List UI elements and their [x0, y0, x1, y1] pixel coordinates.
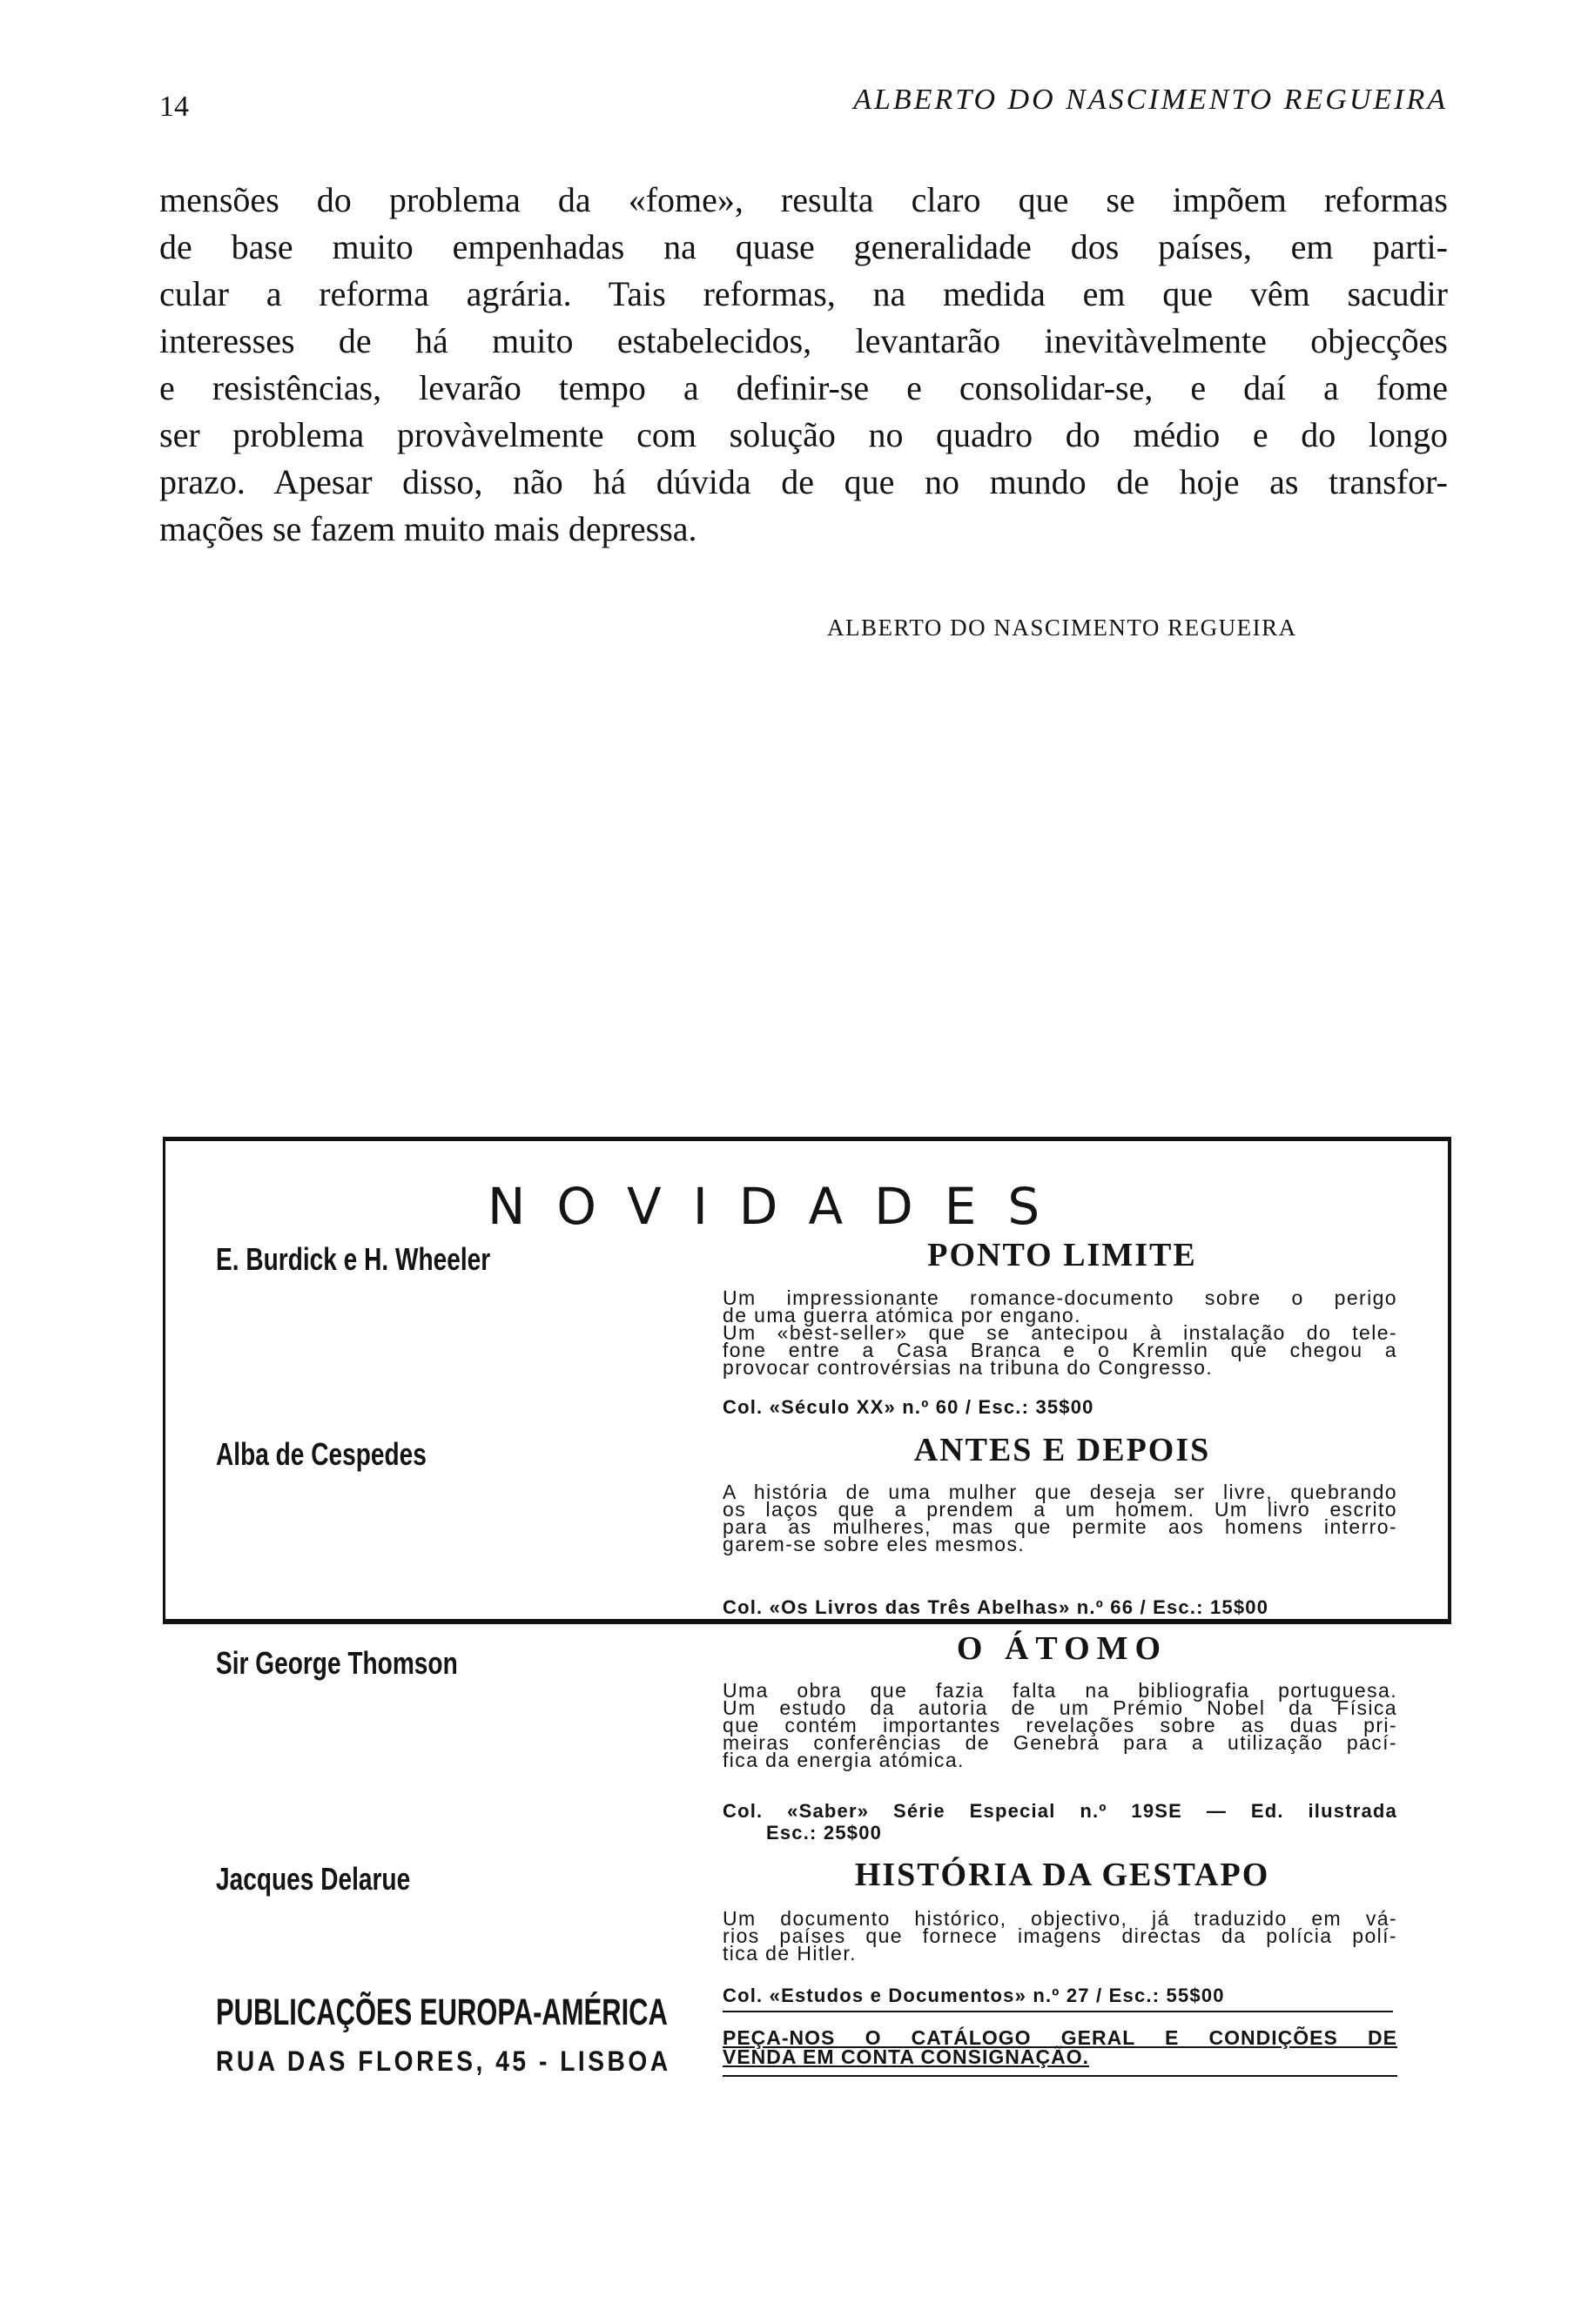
book-description — [723, 1907, 1397, 1965]
book-author: Alba de Cespedes — [216, 1436, 427, 1472]
description-line: para as mulheres, mas que permite aos homens interro- — [723, 1515, 1397, 1538]
book-collection: Col. «Estudos e Documentos» n.º 27 / Esc.: 55$00 — [723, 1985, 1225, 2006]
description-line: fone entre a Casa Branca e o Kremlin que chegou a — [723, 1339, 1397, 1361]
divider-rule — [723, 2075, 1397, 2077]
body-text-line: e resistências, levarão tempo a definir-se e consolidar-se, e daí a fome — [159, 368, 1448, 407]
author-signature: ALBERTO DO NASCIMENTO REGUEIRA — [827, 615, 1297, 641]
page-number: 14 — [159, 91, 189, 123]
book-title: PONTO LIMITE — [927, 1237, 1197, 1273]
description-line: tica de Hitler. — [723, 1942, 857, 1965]
publisher-name: PUBLICAÇÕES EUROPA-AMÉRICA — [216, 1992, 668, 2033]
book-author: Sir George Thomson — [216, 1645, 458, 1681]
description-line: Um «best-seller» que se antecipou à instalação do tele- — [723, 1321, 1397, 1344]
body-text-line: prazo. Apesar disso, não há dúvida de que no mundo de hoje as transfor- — [159, 462, 1448, 501]
running-head: ALBERTO DO NASCIMENTO REGUEIRA — [853, 84, 1448, 116]
body-text-line: mações se fazem muito mais depressa. — [159, 509, 697, 548]
book-collection: Col. «Século XX» n.º 60 / Esc.: 35$00 — [723, 1396, 1094, 1418]
description-line: meiras conferências de Genebra para a utilização pací- — [723, 1731, 1397, 1754]
book-description — [723, 1483, 1397, 1553]
description-line: garem-se sobre eles mesmos. — [723, 1533, 1026, 1555]
description-line: Um documento histórico, objectivo, já traduzido em vá- — [723, 1907, 1397, 1930]
description-line: Um estudo da autoria de um Prémio Nobel da Física — [723, 1696, 1397, 1719]
description-line: A história de uma mulher que deseja ser livre, quebrando — [723, 1481, 1397, 1503]
publisher-address: RUA DAS FLORES, 45 - LISBOA — [216, 2045, 671, 2077]
book-price: Esc.: 25$00 — [766, 1822, 883, 1844]
book-description — [723, 1679, 1397, 1771]
book-title: HISTÓRIA DA GESTAPO — [854, 1857, 1270, 1893]
description-line: de uma guerra atómica por engano. — [723, 1304, 1081, 1327]
description-line: que contém importantes revelações sobre as duas pri- — [723, 1714, 1397, 1736]
book-collection: Col. «Os Livros das Três Abelhas» n.º 66 / Esc.: 15$00 — [723, 1596, 1269, 1618]
book-author: E. Burdick e H. Wheeler — [216, 1241, 491, 1277]
description-line: Um impressionante romance-documento sobre o perigo — [723, 1286, 1397, 1309]
ad-heading: NOVIDADES — [488, 1177, 1072, 1236]
book-description — [723, 1286, 1397, 1379]
book-collection: Col. «Saber» Série Especial n.º 19SE — Ed. ilustrada — [723, 1800, 1397, 1822]
body-text-line: de base muito empenhadas na quase generalidade dos países, em parti- — [159, 227, 1448, 266]
body-text-line: interesses de há muito estabelecidos, levantarão inevitàvelmente objecções — [159, 321, 1448, 360]
body-text-line: mensões do problema da «fome», resulta claro que se impõem reformas — [159, 180, 1448, 219]
description-line: os laços que a prendem a um homem. Um livro escrito — [723, 1498, 1397, 1521]
catalog-offer — [723, 2028, 1397, 2066]
book-title: O ÁTOMO — [956, 1630, 1168, 1667]
description-line: Uma obra que fazia falta na bibliografia portuguesa. — [723, 1679, 1397, 1702]
description-line: provocar controvérsias na tribuna do Congresso. — [723, 1356, 1214, 1379]
description-line: rios países que fornece imagens directas da polícia polí- — [723, 1924, 1397, 1947]
catalog-line: VENDA EM CONTA CONSIGNAÇÃO. — [723, 2045, 1089, 2068]
divider-rule — [723, 2011, 1393, 2012]
book-author: Jacques Delarue — [216, 1861, 411, 1897]
body-text-line: cular a reforma agrária. Tais reformas, na medida em que vêm sacudir — [159, 274, 1448, 313]
description-line: fica da energia atómica. — [723, 1749, 965, 1771]
book-title: ANTES E DEPOIS — [913, 1432, 1211, 1468]
catalog-line: PEÇA-NOS O CATÁLOGO GERAL E CONDIÇÕES DE — [723, 2026, 1397, 2049]
body-text-line: ser problema provàvelmente com solução no quadro do médio e do longo — [159, 415, 1448, 454]
